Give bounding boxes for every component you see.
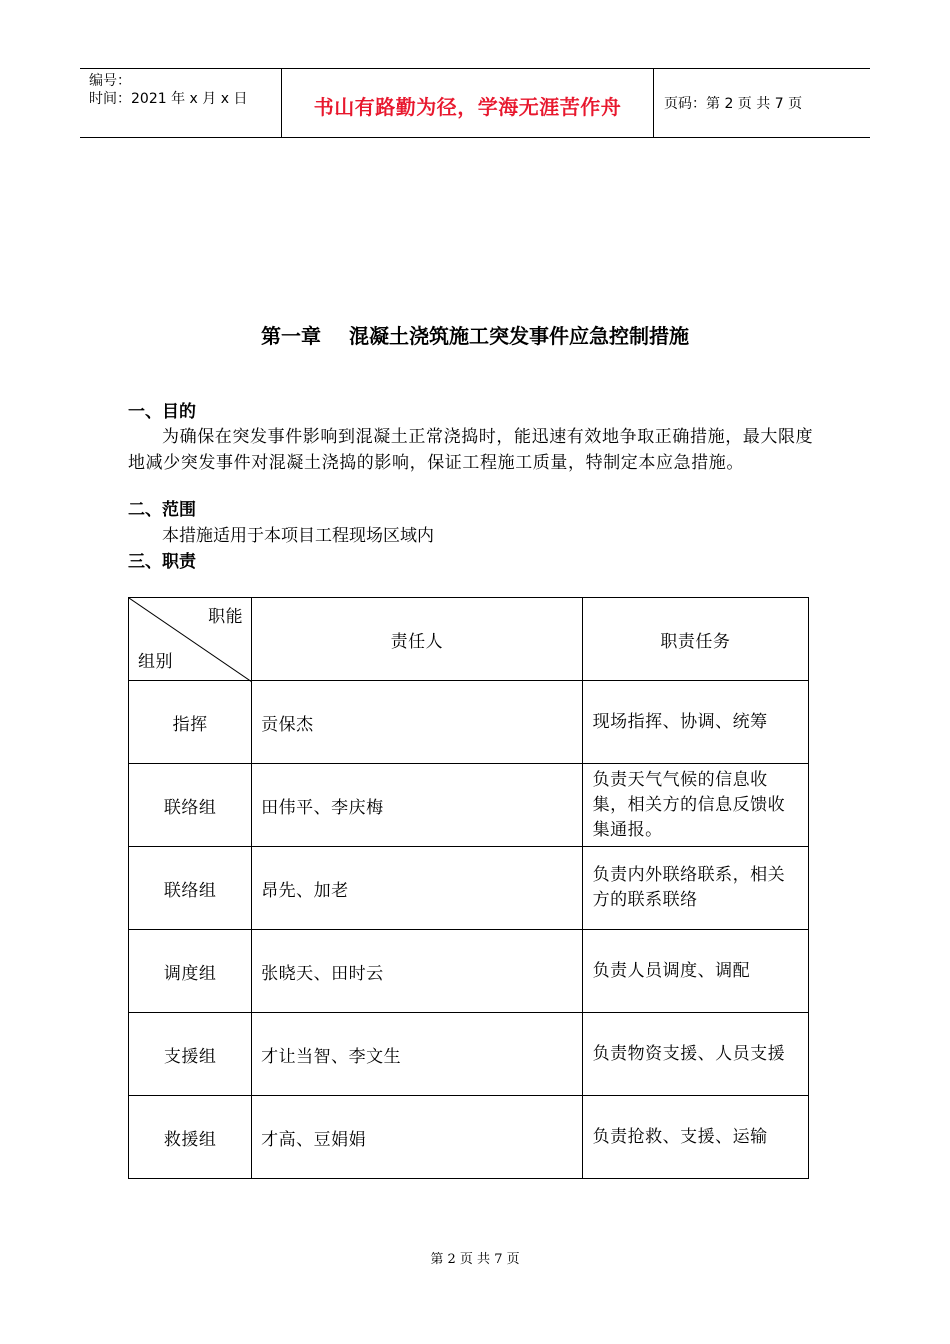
header-meta-cell bbox=[80, 69, 282, 137]
group-cell: 调度组 bbox=[129, 930, 252, 1013]
person-cell: 田伟平、李庆梅 bbox=[252, 764, 582, 847]
table-row bbox=[129, 764, 809, 847]
chapter-title bbox=[0, 320, 950, 349]
column-header-duty: 职责任务 bbox=[582, 598, 808, 681]
scope-paragraph: 本措施适用于本项目工程现场区域内 bbox=[162, 526, 434, 546]
section-heading-scope: 二、范围 bbox=[128, 500, 196, 520]
page-header bbox=[80, 68, 870, 138]
person-cell: 贡保杰 bbox=[252, 681, 582, 764]
duty-cell: 负责天气气候的信息收集，相关方的信息反馈收集通报。 bbox=[582, 764, 808, 847]
section-heading-duties: 三、职责 bbox=[128, 552, 196, 572]
table-header-row bbox=[129, 598, 809, 681]
group-cell: 救援组 bbox=[129, 1096, 252, 1179]
column-header-person: 责任人 bbox=[252, 598, 582, 681]
table-row bbox=[129, 1096, 809, 1179]
header-motto-cell bbox=[282, 69, 654, 137]
duty-cell: 负责物资支援、人员支援 bbox=[582, 1013, 808, 1096]
table-row bbox=[129, 847, 809, 930]
duty-cell: 负责抢救、支援、运输 bbox=[582, 1096, 808, 1179]
group-cell: 联络组 bbox=[129, 764, 252, 847]
group-cell: 指挥 bbox=[129, 681, 252, 764]
document-number-label: 编号： bbox=[89, 73, 131, 89]
header-page-info: 页码：第 2 页 共 7 页 bbox=[664, 96, 803, 112]
group-cell: 联络组 bbox=[129, 847, 252, 930]
duty-cell: 负责人员调度、调配 bbox=[582, 930, 808, 1013]
page-footer: 第 2 页 共 7 页 bbox=[430, 1252, 520, 1267]
table-row bbox=[129, 930, 809, 1013]
chapter-label: 第一章 bbox=[261, 324, 321, 348]
group-cell: 支援组 bbox=[129, 1013, 252, 1096]
responsibility-table bbox=[128, 597, 809, 1179]
person-cell: 才让当智、李文生 bbox=[252, 1013, 582, 1096]
table-corner-cell bbox=[129, 598, 252, 681]
table-row bbox=[129, 681, 809, 764]
corner-label-function: 职能 bbox=[208, 607, 244, 627]
person-cell: 昂先、加老 bbox=[252, 847, 582, 930]
document-date-label: 时间：2021 年 x 月 x 日 bbox=[89, 91, 248, 107]
header-page-cell bbox=[654, 69, 870, 137]
person-cell: 张晓天、田时云 bbox=[252, 930, 582, 1013]
header-motto: 书山有路勤为径，学海无涯苦作舟 bbox=[313, 95, 622, 119]
corner-label-group: 组别 bbox=[138, 652, 173, 672]
table-row bbox=[129, 1013, 809, 1096]
duty-cell: 现场指挥、协调、统筹 bbox=[582, 681, 808, 764]
section-heading-purpose: 一、目的 bbox=[128, 402, 196, 422]
purpose-paragraph: 为确保在突发事件影响到混凝土正常浇捣时，能迅速有效地争取正确措施，最大限度地减少突发事件对混凝土浇捣的影响，保证工程施工质量，特制定本应急措施。 bbox=[128, 427, 814, 473]
duty-cell: 负责内外联络联系，相关方的联系联络 bbox=[582, 847, 808, 930]
person-cell: 才高、豆娟娟 bbox=[252, 1096, 582, 1179]
chapter-heading: 混凝土浇筑施工突发事件应急控制措施 bbox=[349, 324, 689, 348]
